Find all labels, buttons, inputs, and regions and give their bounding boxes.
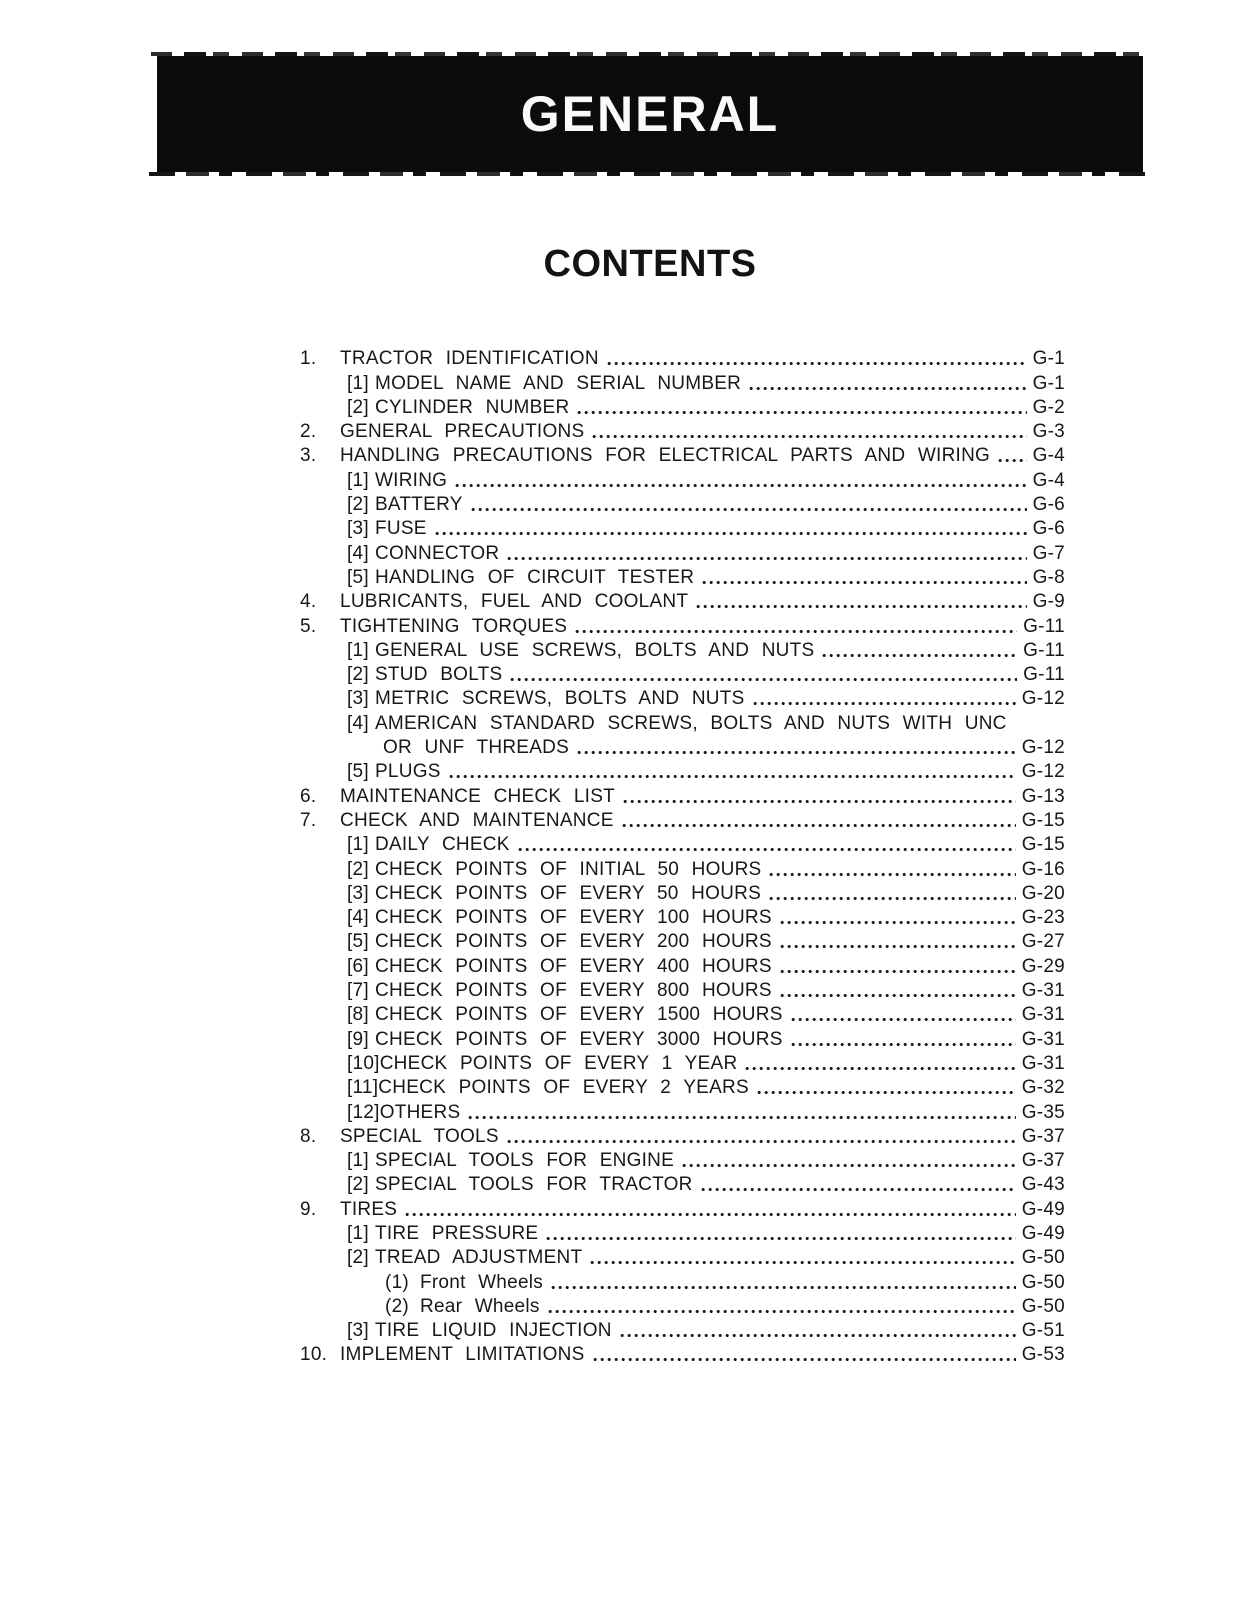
toc-leader-dots	[455, 483, 1026, 488]
toc-item-title: MAINTENANCE CHECK LIST	[340, 785, 615, 807]
toc-item-number: [2]	[347, 1174, 369, 1196]
toc-row	[385, 1269, 1065, 1293]
toc-row	[347, 662, 1065, 686]
toc-item-title: CHECK POINTS OF EVERY 100 HOURS	[375, 907, 772, 929]
toc-leader-dots	[822, 653, 1017, 658]
toc-leader-dots	[577, 750, 1016, 755]
toc-item-title: FUSE	[375, 518, 427, 540]
toc-item-number: [8]	[347, 1004, 369, 1026]
toc-item-number: 10.	[300, 1344, 328, 1366]
toc-page-number: G-6	[1032, 494, 1065, 516]
toc-item-number: 6.	[300, 785, 317, 807]
toc-page-number: G-49	[1021, 1198, 1065, 1220]
toc-item-title: GENERAL PRECAUTIONS	[340, 421, 585, 443]
toc-item-title: CHECK POINTS OF EVERY 400 HOURS	[375, 955, 772, 977]
toc-page-number: G-31	[1021, 980, 1065, 1002]
toc-list	[300, 346, 1065, 1366]
toc-item-number: [3]	[347, 688, 369, 710]
toc-item-number: [3]	[347, 518, 369, 540]
toc-page-number: G-43	[1021, 1174, 1065, 1196]
toc-item-title: DAILY CHECK	[375, 834, 510, 856]
toc-item-number: [2]	[347, 396, 369, 418]
toc-item-title: CHECK POINTS OF EVERY 1500 HOURS	[375, 1004, 783, 1026]
toc-item-title: STUD BOLTS	[375, 664, 503, 686]
toc-item-number: [3]	[347, 882, 369, 904]
toc-row	[300, 589, 1065, 613]
toc-item-number: [1]	[347, 639, 369, 661]
toc-item-title: TIRE PRESSURE	[375, 1222, 539, 1244]
toc-item-title: CHECK POINTS OF EVERY 1 YEAR	[379, 1052, 738, 1074]
toc-row	[347, 492, 1065, 516]
toc-row	[347, 686, 1065, 710]
toc-item-number: [9]	[347, 1028, 369, 1050]
toc-row	[300, 346, 1065, 370]
toc-row	[300, 1342, 1065, 1366]
toc-item-title: TIGHTENING TORQUES	[340, 615, 568, 637]
toc-item-title: SPECIAL TOOLS FOR TRACTOR	[375, 1174, 693, 1196]
toc-item-title: CHECK POINTS OF EVERY 2 YEARS	[378, 1077, 749, 1099]
toc-item-title: GENERAL USE SCREWS, BOLTS AND NUTS	[375, 639, 815, 661]
toc-leader-dots	[753, 701, 1016, 706]
toc-page-number: G-15	[1021, 834, 1065, 856]
toc-item-title: CYLINDER NUMBER	[375, 396, 570, 418]
toc-item-number: [6]	[347, 955, 369, 977]
toc-leader-dots	[548, 1309, 1016, 1314]
toc-leader-dots	[435, 531, 1027, 536]
toc-leader-dots	[590, 1260, 1015, 1265]
toc-item-number: [11]	[347, 1077, 379, 1099]
toc-row	[347, 1026, 1065, 1050]
toc-page-number: G-50	[1021, 1295, 1065, 1317]
section-banner-title: GENERAL	[520, 86, 780, 142]
toc-leader-dots	[405, 1212, 1016, 1217]
toc-item-number: [3]	[347, 1320, 369, 1342]
toc-leader-dots	[622, 823, 1016, 828]
toc-page-number: G-3	[1032, 421, 1065, 443]
toc-item-title: CHECK POINTS OF EVERY 3000 HOURS	[375, 1028, 783, 1050]
toc-leader-dots	[780, 993, 1016, 998]
toc-page-number: G-1	[1032, 372, 1065, 394]
toc-leader-dots	[577, 410, 1026, 415]
toc-row	[347, 395, 1065, 419]
toc-item-title: PLUGS	[375, 761, 441, 783]
toc-leader-dots	[620, 1333, 1016, 1338]
toc-leader-dots	[510, 677, 1017, 682]
toc-page-number: G-12	[1021, 761, 1065, 783]
toc-row	[347, 1318, 1065, 1342]
toc-row	[300, 783, 1065, 807]
toc-row	[300, 1124, 1065, 1148]
toc-item-number: [1]	[347, 1222, 369, 1244]
toc-page-number: G-23	[1021, 907, 1065, 929]
toc-row	[347, 1002, 1065, 1026]
toc-leader-dots	[592, 434, 1026, 439]
toc-page-number: G-7	[1032, 542, 1065, 564]
toc-row	[347, 370, 1065, 394]
toc-page-number: G-49	[1021, 1222, 1065, 1244]
toc-row	[347, 638, 1065, 662]
toc-item-title: OTHERS	[379, 1101, 461, 1123]
toc-row	[347, 1075, 1065, 1099]
toc-leader-dots	[757, 1090, 1016, 1095]
toc-page-number: G-35	[1021, 1101, 1065, 1123]
toc-page-number: G-11	[1023, 664, 1065, 686]
toc-row	[347, 565, 1065, 589]
toc-item-number: [4]	[347, 907, 369, 929]
toc-leader-dots	[791, 1042, 1016, 1047]
toc-item-number: 5.	[300, 615, 317, 637]
toc-item-title: MODEL NAME AND SERIAL NUMBER	[375, 372, 742, 394]
toc-row	[347, 759, 1065, 783]
toc-row	[347, 1099, 1065, 1123]
toc-item-title: HANDLING PRECAUTIONS FOR ELECTRICAL PARTS AND WIRING	[340, 445, 991, 467]
toc-item-number: (1)	[385, 1271, 409, 1293]
toc-row	[300, 419, 1065, 443]
toc-leader-dots	[471, 507, 1027, 512]
toc-item-title: OR UNF THREADS	[383, 737, 570, 759]
toc-leader-dots	[682, 1163, 1016, 1168]
toc-page-number: G-12	[1021, 737, 1065, 759]
toc-page-number: G-51	[1021, 1320, 1065, 1342]
toc-row	[300, 443, 1065, 467]
toc-item-number: [5]	[347, 761, 369, 783]
toc-leader-dots	[998, 458, 1026, 463]
toc-row	[347, 978, 1065, 1002]
toc-item-number: [1]	[347, 1150, 369, 1172]
toc-row	[347, 832, 1065, 856]
toc-item-title: METRIC SCREWS, BOLTS AND NUTS	[375, 688, 745, 710]
toc-item-title: IMPLEMENT LIMITATIONS	[340, 1344, 585, 1366]
toc-item-number: [7]	[347, 980, 369, 1002]
toc-page-number: G-4	[1032, 445, 1065, 467]
toc-page-number: G-31	[1021, 1052, 1065, 1074]
toc-page-number: G-8	[1032, 566, 1065, 588]
toc-page-number: G-6	[1032, 518, 1065, 540]
toc-item-title: Rear Wheels	[420, 1295, 540, 1317]
toc-item-title: Front Wheels	[420, 1271, 543, 1293]
toc-item-number: [1]	[347, 372, 369, 394]
toc-leader-dots	[546, 1236, 1015, 1241]
toc-item-title: TIRES	[340, 1198, 398, 1220]
toc-row	[347, 856, 1065, 880]
toc-item-title: BATTERY	[375, 494, 463, 516]
toc-item-title: TIRE LIQUID INJECTION	[375, 1320, 612, 1342]
toc-page-number: G-50	[1021, 1271, 1065, 1293]
toc-item-number: [2]	[347, 858, 369, 880]
toc-item-title: LUBRICANTS, FUEL AND COOLANT	[340, 591, 689, 613]
toc-page-number: G-13	[1021, 785, 1065, 807]
toc-item-title: CHECK POINTS OF INITIAL 50 HOURS	[375, 858, 762, 880]
toc-item-number: 8.	[300, 1125, 317, 1147]
toc-page-number: G-11	[1023, 615, 1065, 637]
toc-row	[300, 613, 1065, 637]
toc-leader-dots	[507, 556, 1026, 561]
toc-row	[347, 467, 1065, 491]
toc-row	[347, 881, 1065, 905]
toc-row	[347, 540, 1065, 564]
toc-leader-dots	[623, 799, 1016, 804]
toc-page-number: G-27	[1021, 931, 1065, 953]
toc-leader-dots	[791, 1017, 1016, 1022]
toc-leader-dots	[749, 386, 1026, 391]
toc-leader-dots	[575, 629, 1017, 634]
toc-page-number: G-37	[1021, 1150, 1065, 1172]
toc-item-title: CONNECTOR	[375, 542, 500, 564]
toc-leader-dots	[780, 969, 1016, 974]
toc-page-number: G-37	[1021, 1125, 1065, 1147]
toc-row	[385, 1294, 1065, 1318]
toc-item-title: CHECK POINTS OF EVERY 200 HOURS	[375, 931, 772, 953]
toc-row	[347, 905, 1065, 929]
toc-leader-dots	[449, 774, 1016, 779]
toc-item-number: 4.	[300, 591, 317, 613]
toc-item-number: [5]	[347, 931, 369, 953]
toc-row	[347, 516, 1065, 540]
toc-row	[300, 808, 1065, 832]
toc-item-number: [1]	[347, 834, 369, 856]
toc-leader-dots	[593, 1357, 1016, 1362]
toc-leader-dots	[551, 1285, 1016, 1290]
toc-item-number: [10]	[347, 1052, 380, 1074]
toc-item-title: CHECK POINTS OF EVERY 800 HOURS	[375, 980, 772, 1002]
toc-item-number: [1]	[347, 469, 369, 491]
toc-leader-dots	[607, 361, 1027, 366]
toc-leader-dots	[507, 1139, 1016, 1144]
toc-page-number: G-1	[1032, 348, 1065, 370]
toc-leader-dots	[696, 604, 1026, 609]
toc-row	[347, 1221, 1065, 1245]
toc-page-number: G-4	[1032, 469, 1065, 491]
toc-item-number: 3.	[300, 445, 317, 467]
toc-leader-dots	[745, 1066, 1015, 1071]
toc-item-number: [2]	[347, 1247, 369, 1269]
toc-page-number: G-9	[1032, 591, 1065, 613]
toc-item-title: AMERICAN STANDARD SCREWS, BOLTS AND NUTS WITH UNC	[375, 712, 1007, 734]
toc-item-number: 9.	[300, 1198, 317, 1220]
toc-item-number: [4]	[347, 542, 369, 564]
toc-item-title: SPECIAL TOOLS FOR ENGINE	[375, 1150, 675, 1172]
toc-page-number: G-11	[1023, 639, 1065, 661]
toc-row	[347, 929, 1065, 953]
toc-leader-dots	[769, 896, 1016, 901]
toc-item-number: [2]	[347, 664, 369, 686]
toc-item-number: 2.	[300, 421, 317, 443]
toc-row	[347, 1051, 1065, 1075]
toc-item-title: SPECIAL TOOLS	[340, 1125, 499, 1147]
toc-row	[300, 1196, 1065, 1220]
toc-page-number: G-29	[1021, 955, 1065, 977]
toc-item-number: 7.	[300, 809, 317, 831]
toc-row	[383, 735, 1065, 759]
toc-row	[347, 710, 1065, 734]
toc-row	[347, 953, 1065, 977]
toc-item-number: 1.	[300, 348, 317, 370]
toc-item-number: [12]	[347, 1101, 380, 1123]
toc-leader-dots	[701, 1187, 1016, 1192]
toc-page-number: G-15	[1021, 809, 1065, 831]
contents-heading: CONTENTS	[543, 243, 757, 285]
toc-page-number: G-31	[1021, 1028, 1065, 1050]
toc-page-number: G-50	[1021, 1247, 1065, 1269]
toc-leader-dots	[468, 1115, 1015, 1120]
toc-page-number: G-2	[1032, 396, 1065, 418]
toc-leader-dots	[769, 872, 1015, 877]
toc-row	[347, 1172, 1065, 1196]
toc-leader-dots	[518, 847, 1016, 852]
toc-page-number: G-12	[1021, 688, 1065, 710]
toc-page-number: G-31	[1021, 1004, 1065, 1026]
toc-item-number: [2]	[347, 494, 369, 516]
toc-page-number: G-16	[1021, 858, 1065, 880]
toc-item-title: CHECK AND MAINTENANCE	[340, 809, 614, 831]
toc-leader-dots	[702, 580, 1026, 585]
toc-page-number: G-53	[1021, 1344, 1065, 1366]
toc-item-title: TREAD ADJUSTMENT	[375, 1247, 583, 1269]
toc-page-number: G-32	[1021, 1077, 1065, 1099]
section-banner	[157, 56, 1143, 172]
toc-leader-dots	[780, 920, 1016, 925]
toc-item-number: (2)	[385, 1295, 409, 1317]
toc-page-number: G-20	[1021, 882, 1065, 904]
toc-row	[347, 1245, 1065, 1269]
toc-item-title: CHECK POINTS OF EVERY 50 HOURS	[375, 882, 761, 904]
toc-item-number: [5]	[347, 566, 369, 588]
toc-item-number: [4]	[347, 712, 369, 734]
toc-item-title: WIRING	[375, 469, 448, 491]
toc-leader-dots	[780, 944, 1016, 949]
toc-item-title: TRACTOR IDENTIFICATION	[340, 348, 599, 370]
toc-item-title: HANDLING OF CIRCUIT TESTER	[375, 566, 695, 588]
toc-row	[347, 1148, 1065, 1172]
